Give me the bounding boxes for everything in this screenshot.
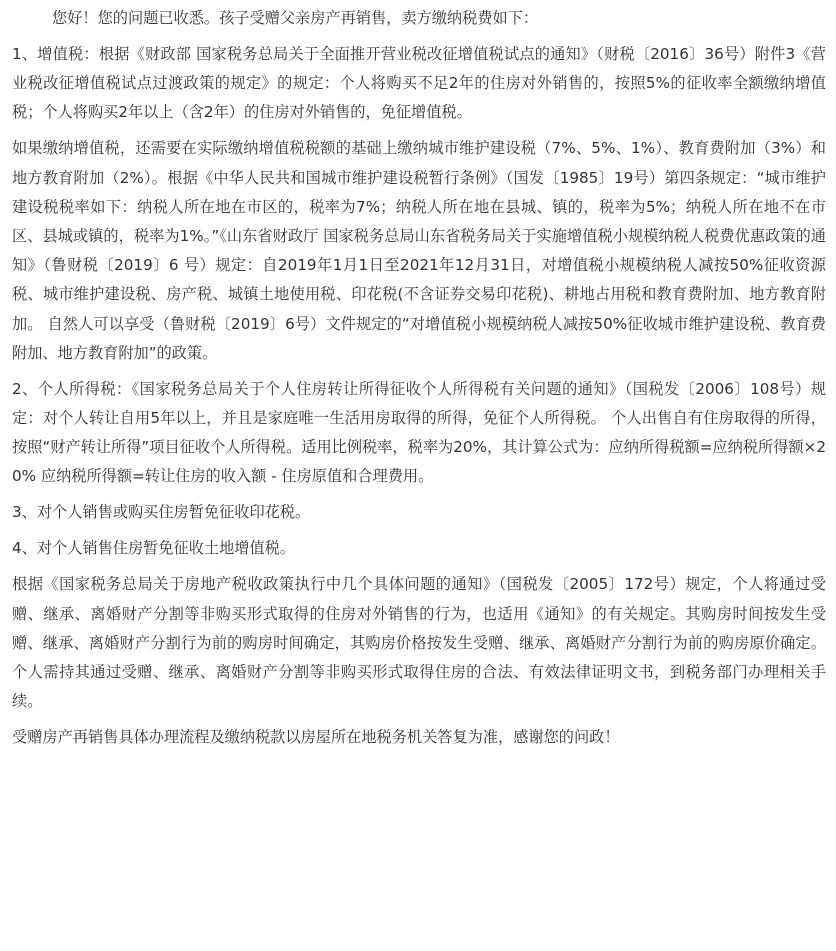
gift-inheritance-paragraph: 根据《国家税务总局关于房地产税收政策执行中几个具体问题的通知》（国税发〔2005〕172号）规定，个人将通过受赠、继承、离婚财产分割等非购买形式取得的住房对外销售的行为，也适用《通知》的有关规定。其购房时间按发生受赠、继承、离婚财产分割行为前的购房时间确定，其购房价格按发生受赠、继承、离婚财产分割行为前的购房原价确定。个人需持其通过受赠、继承、离婚财产分割等非购买形式取得住房的合法、有效法律证明文书，到税务部门办理相关手续。 (12, 575, 826, 711)
income-tax-paragraph: 2、个人所得税：《国家税务总局关于个人住房转让所得征收个人所得税有关问题的通知》（国税发〔2006〕108号）规定：对个人转让自用5年以上，并且是家庭唯一生活用房取得的所得，免征个人所得税。 个人出售自有住房取得的所得，按照“财产转让所得”项目征收个人所得税。适用比例税率，税率为20%，其计算公式为：应纳所得税额=应纳税所得额×20% 应纳税所得额=转让住房的收入额 - 住房原值和合理费用。 (12, 379, 826, 486)
vat-paragraph: 1、增值税：根据《财政部 国家税务总局关于全面推开营业税改征增值税试点的通知》（财税〔2016〕36号）附件3《营业税改征增值税试点过渡政策的规定》的规定：个人将购买不足2年的住房对外销售的，按照5%的征收率全额缴纳增值税；个人将购买2年以上（含2年）的住房对外销售的，免征增值税。 (12, 45, 826, 122)
stamp-duty-paragraph: 3、对个人销售或购买住房暂免征收印花税。 (12, 503, 311, 522)
surcharge-paragraph: 如果缴纳增值税，还需要在实际缴纳增值税税额的基础上缴纳城市维护建设税（7%、5%、1%）、教育费附加（3%）和地方教育附加（2%）。根据《中华人民共和国城市维护建设税暂行条例》（国发〔1985〕19号）第四条规定：“城市维护建设税税率如下：纳税人所在地在市区的，税率为7%；纳税人所在地在县城、镇的，税率为5%；纳税人所在地不在市区、县城或镇的，税率为1%。”《山东省财政厅 国家税务总局山东省税务局关于实施增值税小规模纳税人税费优惠政策的通知》（鲁财税〔2019〕6 号）规定：自2019年1月1日至2021年12月31日，对增值税小规模纳税人减按50%征收资源税、城市维护建设税、房产税、城镇土地使用税、印花税(不含证券交易印花税)、耕地占用税和教育费附加、地方教育附加。 自然人可以享受（鲁财税〔2019〕6号）文件规定的“对增值税小规模纳税人减按50%征收城市维护建设税、教育费附加、地方教育附加”的政策。 (12, 139, 826, 362)
greeting-paragraph: 您好！您的问题已收悉。孩子受赠父亲房产再销售，卖方缴纳税费如下： (52, 9, 538, 27)
answer-document (12, 4, 826, 752)
land-vat-paragraph: 4、对个人销售住房暂免征收土地增值税。 (12, 539, 296, 558)
closing-paragraph: 受赠房产再销售具体办理流程及缴纳税款以房屋所在地税务机关答复为准，感谢您的问政！ (12, 728, 620, 747)
